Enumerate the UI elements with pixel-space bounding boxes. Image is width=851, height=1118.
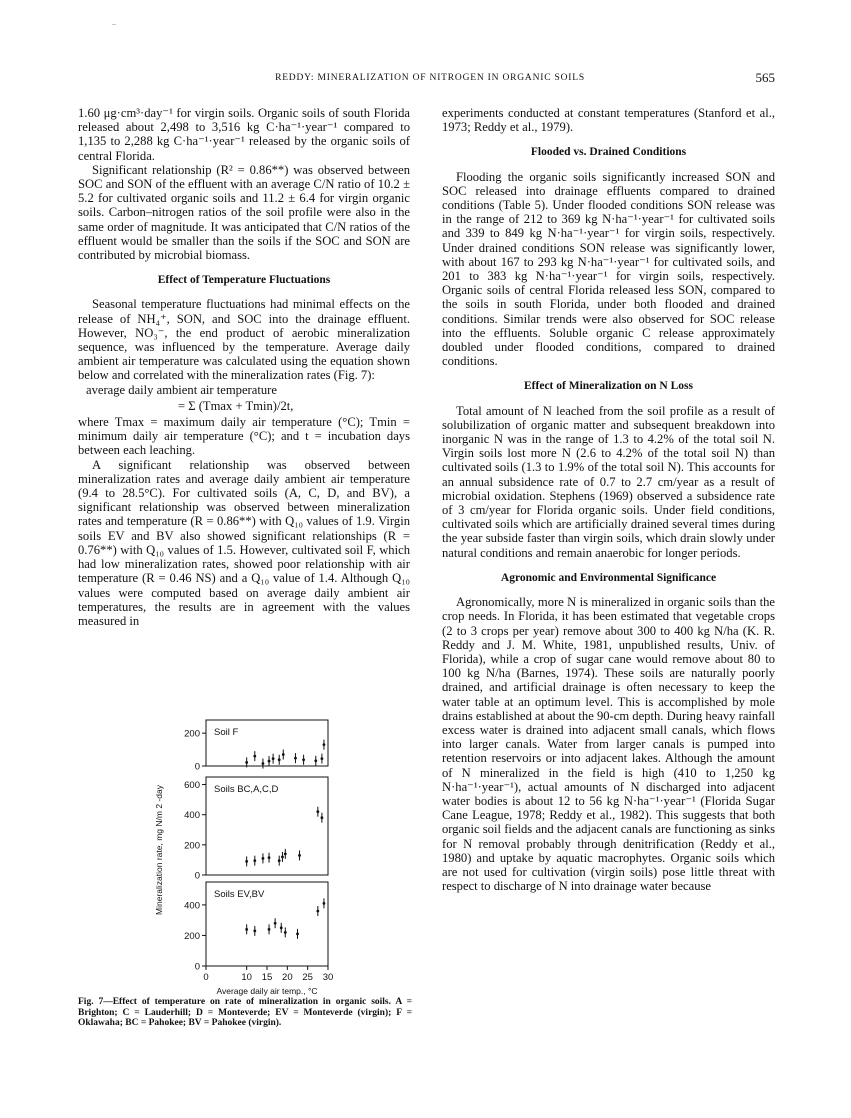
y-tick-label: 0 [194, 761, 200, 773]
paragraph: Flooding the organic soils significantly increased SON and SOC released into drainage effluents compared to drained conditions (Table 5). Under flooded conditions SON release was in the range of 212 to 369 kg N·ha⁻¹·year⁻¹ for cultivated soils and 339 to 849 kg N·ha⁻¹·year⁻¹ for virgin soils, respectively. Under drained conditions SON release was significantly lower, with about 167 to 293 kg N·ha⁻¹·year⁻¹ for cultivated soils, and 201 to 383 kg N·ha⁻¹·year⁻¹ for virgin soils, respectively. Organic soils of central Florida released less SON, compared to the soils in south Florida, under both flooded and drained conditions. Similar trends were also observed for SOC release into the effluents. Soluble organic C release approximately doubled under flooded conditions, compared to drained conditions. [442, 169, 775, 369]
paragraph: Seasonal temperature fluctuations had minimal effects on the release of NH₄⁺, SON, and SOC into the drainage effluent. However, NO₃⁻, the end product of aerobic mineralization sequence, was influenced by the temperature. Average daily ambient air temperature was calculated using the equation shown below and correlated with the mineralization rates (Fig. 7): [78, 297, 410, 383]
panel-label: Soil F [214, 727, 239, 738]
equation: = Σ (Tmax + Tmin)/2t, [178, 398, 294, 413]
y-tick-label: 200 [184, 840, 200, 852]
section-heading: Flooded vs. Drained Conditions [530, 146, 687, 159]
y-tick-label: 0 [194, 961, 200, 973]
y-tick-label: 400 [184, 900, 200, 912]
data-point [316, 910, 319, 913]
y-tick-label: 200 [184, 728, 200, 740]
y-tick-label: 400 [184, 810, 200, 822]
panel-label: Soils EV,BV [214, 889, 265, 900]
data-point [280, 926, 283, 929]
x-tick-label: 0 [203, 972, 209, 983]
y-tick-label: 600 [184, 780, 200, 792]
data-point [282, 753, 285, 756]
data-point [281, 856, 284, 859]
y-axis-label: Mineralization rate, mg N/m 2 -day [154, 785, 164, 915]
data-point [321, 816, 324, 819]
paragraph: experiments conducted at constant temperatures (Stanford et al., 1973; Reddy et al., 1979). [442, 106, 775, 135]
data-point [268, 928, 271, 931]
x-tick-label: 20 [282, 972, 293, 983]
x-tick-label: 30 [322, 972, 334, 983]
section-heading: Effect of Mineralization on N Loss [524, 380, 693, 393]
data-point [245, 860, 248, 863]
paragraph: A significant relationship was observed between mineralization rates and average daily ambient air temperature (9.4 to 28.5°C). For cultivated soils (A, C, D, and BV), a significant relationship was observed between mineralization rates and temperature (R = 0.86**) with Q₁₀ values of 1.9. Virgin soils EV and BV also showed significant relationships (R = 0.76**) with Q₁₀ values of 1.5. However, cultivated soil F, which had low mineralization rates, showed poor relationship with air temperature (R = 0.46 NS) and a Q₁₀ value of 1.4. Although Q₁₀ values were computed based on average daily ambient air temperatures, the results are in agreement with the values measured in [78, 457, 410, 628]
data-point [253, 859, 256, 862]
data-point [314, 759, 317, 762]
data-point [323, 743, 326, 746]
paragraph: Significant relationship (R² = 0.86**) was observed between SOC and SON of the effluent with an average C/N ratio of 10.2 ± 5.2 for cultivated organic soils and 11.2 ± 6.4 for virgin organic soils. Carbon–nitrogen ratios of the soil profile were also in the same order of magnitude. It was anticipated that C/N ratios of the effluent would be smaller than the soils if the SOC and SON are contributed by microbial biomass. [78, 162, 410, 263]
running-head: REDDY: MINERALIZATION OF NITROGEN IN ORGANIC SOILS [275, 73, 585, 83]
data-point [253, 755, 256, 758]
paragraph: Agronomically, more N is mineralized in organic soils than the crop needs. In Florida, it has been estimated that vegetable crops (2 to 3 crops per year) remove about 300 to 400 kg N/ha (K. R. Reddy and J. M. White, 1981, unpublished results, Univ. of Florida), while a crop of sugar cane would remove about 80 to 100 kg N/ha (Barnes, 1974). These soils are naturally poorly drained, and artificial drainage is often necessary to keep the water table at an optimum level. This is accomplished by mole drains established at about the 90-cm depth. During heavy rainfall excess water is drained into adjacent small canals, which flows into larger canals. Water from larger canals is pumped into retention reservoirs or into adjacent lakes. Although the amount of N mineralized in the field is high (410 to 1,250 kg N·ha⁻¹·year⁻¹), actual amounts of N discharged into adjacent water bodies is about 12 to 56 kg N·ha⁻¹·year⁻¹ (Florida Sugar Cane League, 1978; Reddy et al., 1982). This suggests that both organic soil fields and the adjacent canals are functioning as sinks for N removal probably through denitrification (Reddy et al., 1980) and uptake by aquatic macrophytes. Organic soils which are not used for cultivation (virgin soils) pose little threat with respect to discharge of N into drainage water because [442, 595, 775, 894]
x-axis-label: Average daily air temp., °C [216, 986, 318, 996]
mineralization-chart [78, 716, 410, 996]
section-heading: Agronomic and Environmental Significance [500, 571, 717, 584]
panel-label: Soils BC,A,C,D [214, 784, 279, 795]
data-point [298, 854, 301, 857]
data-point [245, 928, 248, 931]
paragraph: Total amount of N leached from the soil profile as a result of solubilization of organic matter and subsequent breakdown into inorganic N was in the range of 1.3 to 4.2% of the total soil N. Virgin soils lost more N (2.6 to 4.2% of the total soil N) than cultivated soils (1.3 to 1.9% of the total soil N). This accounts for an annual subsidence rate of 0.7 to 2.7 cm/year as a result of microbial oxidation. Stephens (1969) observed a subsidence rate of 3 cm/year for Florida organic soils. Under field conditions, cultivated soils which are artificially drained several times during the year subside faster than virgin soils, which drain slowly under natural conditions and remain anaerobic for longer periods. [442, 403, 775, 560]
data-point [316, 810, 319, 813]
data-point [296, 933, 299, 936]
x-tick-label: 10 [241, 972, 252, 983]
data-point [262, 857, 265, 860]
data-point [294, 757, 297, 760]
data-point [302, 758, 305, 761]
y-tick-label: 0 [194, 870, 200, 882]
data-point [253, 929, 256, 932]
data-point [284, 931, 287, 934]
equation-label: average daily ambient air temperature [86, 382, 277, 397]
data-point [262, 762, 265, 765]
scan-speck: .. [112, 18, 116, 27]
x-tick-label: 25 [302, 972, 313, 983]
data-point [321, 757, 324, 760]
x-tick-label: 15 [261, 972, 273, 983]
page-number: 565 [755, 70, 775, 85]
data-point [268, 760, 271, 763]
data-point [278, 758, 281, 761]
paragraph: 1.60 μg·cm³·day⁻¹ for virgin soils. Organic soils of south Florida released about 2,498 to 3,516 kg C·ha⁻¹·year⁻¹ compared to 1,135 to 2,288 kg C·ha⁻¹·year⁻¹ released by the organic soils of central Florida. [78, 106, 410, 163]
data-point [323, 902, 326, 905]
data-point [245, 761, 248, 764]
section-heading: Effect of Temperature Fluctuations [157, 274, 331, 287]
paragraph: where Tmax = maximum daily air temperature (°C); Tmin = minimum daily air temperature (°C); and t = incubation days between each leaching. [78, 415, 410, 458]
data-point [284, 852, 287, 855]
left-column [78, 106, 410, 628]
data-point [268, 856, 271, 859]
data-point [274, 922, 277, 925]
y-tick-label: 200 [184, 930, 200, 942]
figure-caption: Fig. 7—Effect of temperature on rate of mineralization in organic soils. A = Brighton; C = Lauderhill; D = Monteverde; EV = Monteverde (virgin); F = Oklawaha; BC = Pahokee; BV = Pahokee (virgin). [78, 997, 412, 1028]
right-column [442, 106, 775, 893]
data-point [272, 757, 275, 760]
data-point [278, 859, 281, 862]
